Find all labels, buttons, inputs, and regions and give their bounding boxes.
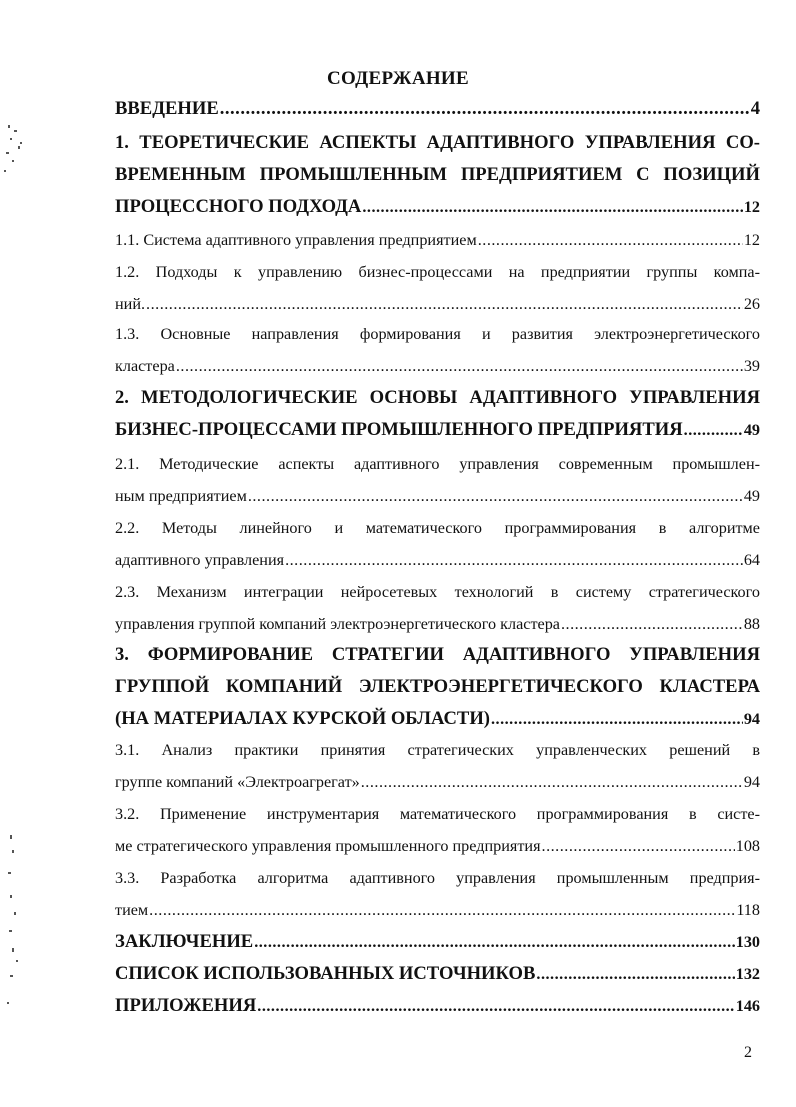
page-ref: 130 <box>735 933 760 951</box>
entry-text-line: кластера <box>115 357 175 375</box>
page-ref: 108 <box>735 837 760 855</box>
entry-text-line: 3.3. Разработка алгоритма адаптивного управления промышленным предприя- <box>115 869 760 887</box>
dot-leader <box>491 703 743 735</box>
page-number: 2 <box>744 1044 752 1061</box>
page-ref: 88 <box>743 615 760 633</box>
entry-text-line: 2.2. Методы линейного и математического программирования в алгоритме <box>115 519 760 537</box>
entry-text-line: 1.3. Основные направления формирования и развития электроэнергетического <box>115 325 760 343</box>
dot-leader <box>254 926 735 958</box>
entry-text-line: ний. <box>115 295 146 313</box>
entry-text-line: ГРУППОЙ КОМПАНИЙ ЭЛЕКТРОЭНЕРГЕТИЧЕСКОГО КЛАСТЕРА <box>115 676 760 697</box>
entry-text-line: 3. ФОРМИРОВАНИЕ СТРАТЕГИИ АДАПТИВНОГО УПРАВЛЕНИЯ <box>115 644 760 665</box>
page-ref: 64 <box>743 551 760 569</box>
entry-text-line: управления группой компаний электроэнергетического кластера <box>115 615 560 633</box>
entry-text-line: 3.2. Применение инструментария математического программирования в систе- <box>115 805 760 823</box>
page-ref: 12 <box>743 198 760 216</box>
toc-entry-section-3-2[interactable] <box>115 798 760 862</box>
entry-text-line: тием <box>115 901 149 919</box>
page-ref: 49 <box>743 421 760 439</box>
entry-text-line: 2.3. Механизм интеграции нейросетевых технологий в систему стратегического <box>115 583 760 601</box>
toc-entry-section-2-1[interactable] <box>115 448 760 512</box>
page-ref: 146 <box>735 997 760 1015</box>
dot-leader <box>362 191 742 223</box>
dot-leader <box>285 544 743 576</box>
page-ref: 49 <box>743 487 760 505</box>
entry-text: 1.1. Система адаптивного управления предприятием <box>115 231 477 249</box>
toc-entry-section-1-1[interactable] <box>115 224 760 256</box>
dot-leader <box>176 350 743 382</box>
entry-text: ЗАКЛЮЧЕНИЕ <box>115 931 254 952</box>
dot-leader <box>684 414 743 446</box>
entry-text-line: 1. ТЕОРЕТИЧЕСКИЕ АСПЕКТЫ АДАПТИВНОГО УПРАВЛЕНИЯ СО- <box>115 132 760 153</box>
entry-text-line: 3.1. Анализ практики принятия стратегических управленческих решений в <box>115 741 760 759</box>
dot-leader <box>257 990 734 1022</box>
page-ref: 12 <box>743 231 760 249</box>
scan-noise-marks <box>0 0 40 1107</box>
page-ref: 94 <box>743 773 760 791</box>
entry-text-line: группе компаний «Электроагрегат» <box>115 773 360 791</box>
entry-text-line: 2.1. Методические аспекты адаптивного управления современным промышлен- <box>115 455 760 473</box>
dot-leader <box>146 288 743 320</box>
page-ref: 118 <box>736 901 760 919</box>
entry-text-line: БИЗНЕС-ПРОЦЕССАМИ ПРОМЫШЛЕННОГО ПРЕДПРИЯТИЯ <box>115 419 683 440</box>
entry-text: СПИСОК ИСПОЛЬЗОВАННЫХ ИСТОЧНИКОВ <box>115 963 536 984</box>
page-ref: 39 <box>743 357 760 375</box>
dot-leader <box>561 608 743 640</box>
page-ref: 4 <box>750 98 760 119</box>
toc-entry-chapter-3[interactable] <box>115 639 760 735</box>
toc-entry-section-2-2[interactable] <box>115 512 760 576</box>
dot-leader <box>361 766 743 798</box>
toc-entry-conclusion[interactable] <box>115 926 760 958</box>
page-ref: 94 <box>743 710 760 728</box>
entry-text-line: ным предприятием <box>115 487 247 505</box>
dot-leader <box>542 830 735 862</box>
entry-text-line: ме стратегического управления промышленного предприятия <box>115 837 541 855</box>
toc-entry-introduction[interactable] <box>115 93 760 125</box>
entry-text-line: ВРЕМЕННЫМ ПРОМЫШЛЕННЫМ ПРЕДПРИЯТИЕМ С ПОЗИЦИЙ <box>115 164 760 185</box>
page-ref: 132 <box>735 965 760 983</box>
toc-entry-chapter-1[interactable] <box>115 127 760 223</box>
entry-text-line: 1.2. Подходы к управлению бизнес-процессами на предприятии группы компа- <box>115 263 760 281</box>
dot-leader <box>220 93 750 125</box>
toc-entry-chapter-2[interactable] <box>115 382 760 446</box>
entry-text: ПРИЛОЖЕНИЯ <box>115 995 257 1016</box>
toc-entry-section-2-3[interactable] <box>115 576 760 640</box>
toc-entry-references[interactable] <box>115 958 760 990</box>
toc-entry-appendix[interactable] <box>115 990 760 1022</box>
toc-entry-section-3-1[interactable] <box>115 734 760 798</box>
entry-text-line: 2. МЕТОДОЛОГИЧЕСКИЕ ОСНОВЫ АДАПТИВНОГО УПРАВЛЕНИЯ <box>115 387 760 408</box>
page-ref: 26 <box>743 295 760 313</box>
entry-text-line: ПРОЦЕССНОГО ПОДХОДА <box>115 196 362 217</box>
toc-entry-section-1-3[interactable] <box>115 318 760 382</box>
entry-text-line: (НА МАТЕРИАЛАХ КУРСКОЙ ОБЛАСТИ) <box>115 708 490 729</box>
dot-leader <box>478 224 743 256</box>
dot-leader <box>149 894 735 926</box>
toc-title: СОДЕРЖАНИЕ <box>327 68 469 89</box>
toc-entry-section-3-3[interactable] <box>115 862 760 926</box>
entry-text-line: адаптивного управления <box>115 551 285 569</box>
dot-leader <box>536 958 734 990</box>
toc-entry-section-1-2[interactable] <box>115 256 760 320</box>
entry-text: ВВЕДЕНИЕ <box>115 98 219 119</box>
dot-leader <box>248 480 743 512</box>
